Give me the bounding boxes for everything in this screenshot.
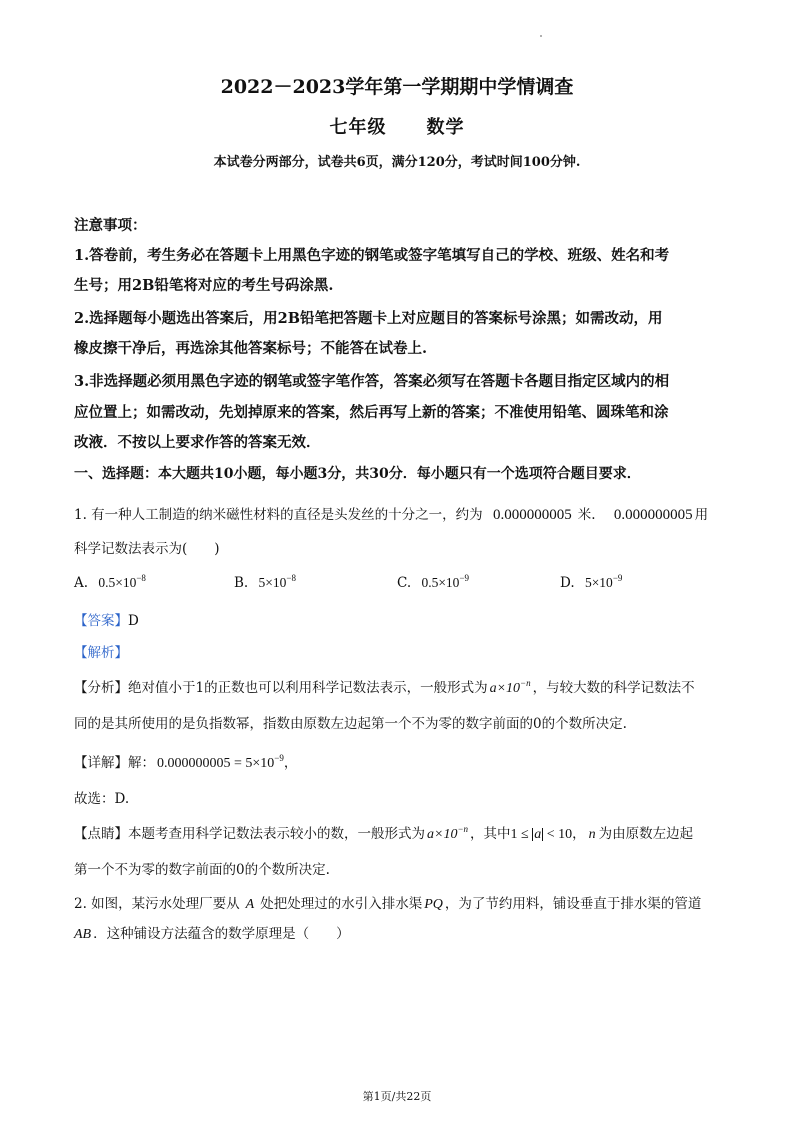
answer-line (74, 609, 139, 629)
answer-value: D (128, 613, 139, 629)
option-b: B. $5\times 10^{-8}$ (234, 573, 296, 591)
exam-title: 2022－2023学年第一学期期中学情调查 (220, 76, 574, 98)
scan-dot (540, 35, 542, 37)
exam-subtitle (0, 113, 794, 139)
option-c: C. $0.5\times 10^{-9}$ (397, 573, 470, 591)
grade: 七年级 (329, 117, 387, 138)
section-heading: 一、选择题：本大题共10小题，每小题3分，共30分．每小题只有一个选项符合题目要求． (74, 466, 641, 482)
notes-line: 2.选择题每小题选出答案后，用2B铅笔把答题卡上对应题目的答案标号涂黑；如需改动，用 (74, 310, 663, 327)
notes-line: 橡皮擦干净后，再选涂其他答案标号；不能答在试卷上. (74, 340, 428, 357)
notes-heading: 注意事项： (74, 217, 147, 234)
notes-line: 生号；用2B铅笔将对应的考生号码涂黑. (74, 277, 334, 294)
analysis-line-1: 【分析】绝对值小于1的正数也可以利用科学记数法表示，一般形式为 $a\times 10^{-n}$ ，与较大数的科学记数法不 (74, 678, 695, 696)
notes-line: 改液．不按以上要求作答的答案无效． (74, 434, 321, 451)
notes-line: 3.非选择题必须用黑色字迹的钢笔或签字笔作答，答案必须写在答题卡各题目指定区域内的相 (74, 373, 670, 390)
comment-line-2: 第一个不为零的数字前面的0的个数所决定. (74, 862, 330, 878)
question-2-line-2: AB ．这种铺设方法蕴含的数学原理是（ ） (74, 926, 350, 942)
question-1-line-1: 1. 有一种人工制造的纳米磁性材料的直径是头发丝的十分之一，约为 0.000000005 米. 0.000000005 用 (74, 507, 709, 523)
option-a: A. $0.5\times 10^{-8}$ (74, 573, 146, 591)
choose-line: 故选：D. (74, 791, 130, 807)
comment-line-1: 【点睛】本题考查用科学记数法表示较小的数，一般形式为 $a\times 10^{-n}$ ，其中1 ≤ a < 10， n 为由原数左边起 (74, 824, 694, 842)
subject: 数学 (426, 117, 465, 138)
analysis-tag: 【解析】 (74, 645, 128, 661)
answer-tag: 【答案】 (74, 613, 128, 629)
page-footer: 第1页/共22页 (362, 1090, 432, 1103)
option-d: D. $5\times 10^{-9}$ (560, 573, 623, 591)
exam-info: 本试卷分两部分，试卷共6页，满分120分，考试时间100分钟. (213, 155, 581, 170)
analysis-line-2: 同的是其所使用的是负指数幂，指数由原数左边起第一个不为零的数字前面的0的个数所决定. (74, 716, 627, 732)
question-2-line-1: 2. 如图，某污水处理厂要从 A 处把处理过的水引入排水渠 PQ ，为了节约用料，铺设垂直于排水渠的管道 (74, 896, 702, 912)
notes-line: 应位置上；如需改动，先划掉原来的答案，然后再写上新的答案；不准使用铅笔、圆珠笔和涂 (74, 404, 669, 421)
notes-line: 1.答卷前，考生务必在答题卡上用黑色字迹的钢笔或签字笔填写自己的学校、班级、姓名和考 (74, 247, 670, 264)
question-1-line-2: 科学记数法表示为( ) (74, 541, 220, 557)
detail-line: 【详解】解： $0.000000005 = 5\times 10^{-9}$， (74, 753, 298, 771)
